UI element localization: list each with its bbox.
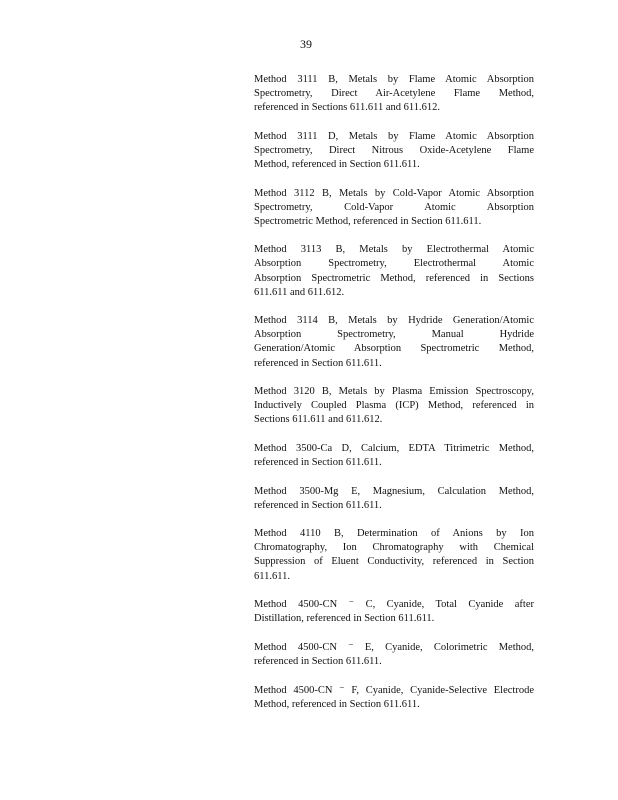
entry-line: Method, referenced in Section 611.611.	[254, 158, 420, 170]
entry-line: Method 3114 B, Metals by Hydride Generation/Atomic	[254, 315, 534, 327]
method-entry-3111-b	[254, 73, 534, 115]
entry-line: Method 3112 B, Metals by Cold-Vapor Atomic Absorption	[254, 187, 534, 199]
entry-line: Method 3500-Mg E, Magnesium, Calculation Method,	[254, 485, 534, 497]
method-entry-3114-b	[254, 314, 534, 370]
method-entry-4500-cn-f	[254, 684, 534, 712]
method-entry-3500-mg-e	[254, 485, 534, 513]
entry-line: referenced in Sections 611.611 and 611.612.	[254, 102, 441, 114]
entry-line: Absorption Spectrometric Method, referenced in Sections	[254, 272, 534, 284]
entry-line: Method 4110 B, Determination of Anions by Ion	[254, 528, 534, 540]
entry-line: Chromatography, Ion Chromatography with Chemical	[254, 542, 534, 554]
entry-line: Method 3111 B, Metals by Flame Atomic Absorption	[254, 74, 534, 85]
entry-line: Method 3111 D, Metals by Flame Atomic Absorption	[254, 130, 534, 142]
entry-line: Inductively Coupled Plasma (ICP) Method, referenced in	[254, 400, 534, 412]
method-entry-4500-cn-e	[254, 641, 534, 669]
entry-line: Suppression of Eluent Conductivity, referenced in Section	[254, 556, 534, 568]
entry-line: Absorption Spectrometry, Manual Hydride	[254, 329, 534, 341]
entry-line: Method 3500-Ca D, Calcium, EDTA Titrimetric Method,	[254, 442, 534, 454]
entry-line: Method 4500-CN ⁻ F, Cyanide, Cyanide-Selective Electrode	[254, 684, 534, 696]
method-entry-3500-ca-d	[254, 442, 534, 470]
entry-line: Method 3120 B, Metals by Plasma Emission Spectroscopy,	[254, 386, 534, 398]
entry-line: referenced in Section 611.611.	[254, 456, 382, 468]
entry-line: Distillation, referenced in Section 611.611.	[254, 613, 435, 625]
entry-line: Spectrometry, Cold-Vapor Atomic Absorption	[254, 201, 534, 213]
entry-line: Sections 611.611 and 611.612.	[254, 414, 383, 426]
entry-line: 611.611.	[254, 570, 290, 582]
entry-line: referenced in Section 611.611.	[254, 655, 382, 667]
entry-line: Method 4500-CN ⁻ C, Cyanide, Total Cyanide after	[254, 599, 534, 611]
entry-line: 611.611 and 611.612.	[254, 286, 345, 298]
method-entry-4500-cn-c	[254, 598, 534, 626]
entry-line: Spectrometry, Direct Nitrous Oxide-Acetylene Flame	[254, 144, 534, 156]
entry-line: referenced in Section 611.611.	[254, 499, 382, 511]
method-list	[254, 73, 534, 726]
page-number: 39	[300, 37, 312, 51]
entry-line: Generation/Atomic Absorption Spectrometric Method,	[254, 343, 534, 355]
method-entry-3112-b	[254, 187, 534, 229]
entry-line: Method 3113 B, Metals by Electrothermal Atomic	[254, 244, 534, 256]
entry-line: Spectrometric Method, referenced in Section 611.611.	[254, 215, 482, 227]
method-entry-3111-d	[254, 130, 534, 172]
entry-line: Method, referenced in Section 611.611.	[254, 698, 420, 710]
entry-line: referenced in Section 611.611.	[254, 357, 382, 369]
method-entry-3120-b	[254, 385, 534, 427]
entry-line: Method 4500-CN ⁻ E, Cyanide, Colorimetric Method,	[254, 641, 534, 653]
method-entry-3113-b	[254, 243, 534, 299]
entry-line: Spectrometry, Direct Air-Acetylene Flame Method,	[254, 88, 534, 100]
method-entry-4110-b	[254, 527, 534, 583]
entry-line: Absorption Spectrometry, Electrothermal Atomic	[254, 258, 534, 270]
